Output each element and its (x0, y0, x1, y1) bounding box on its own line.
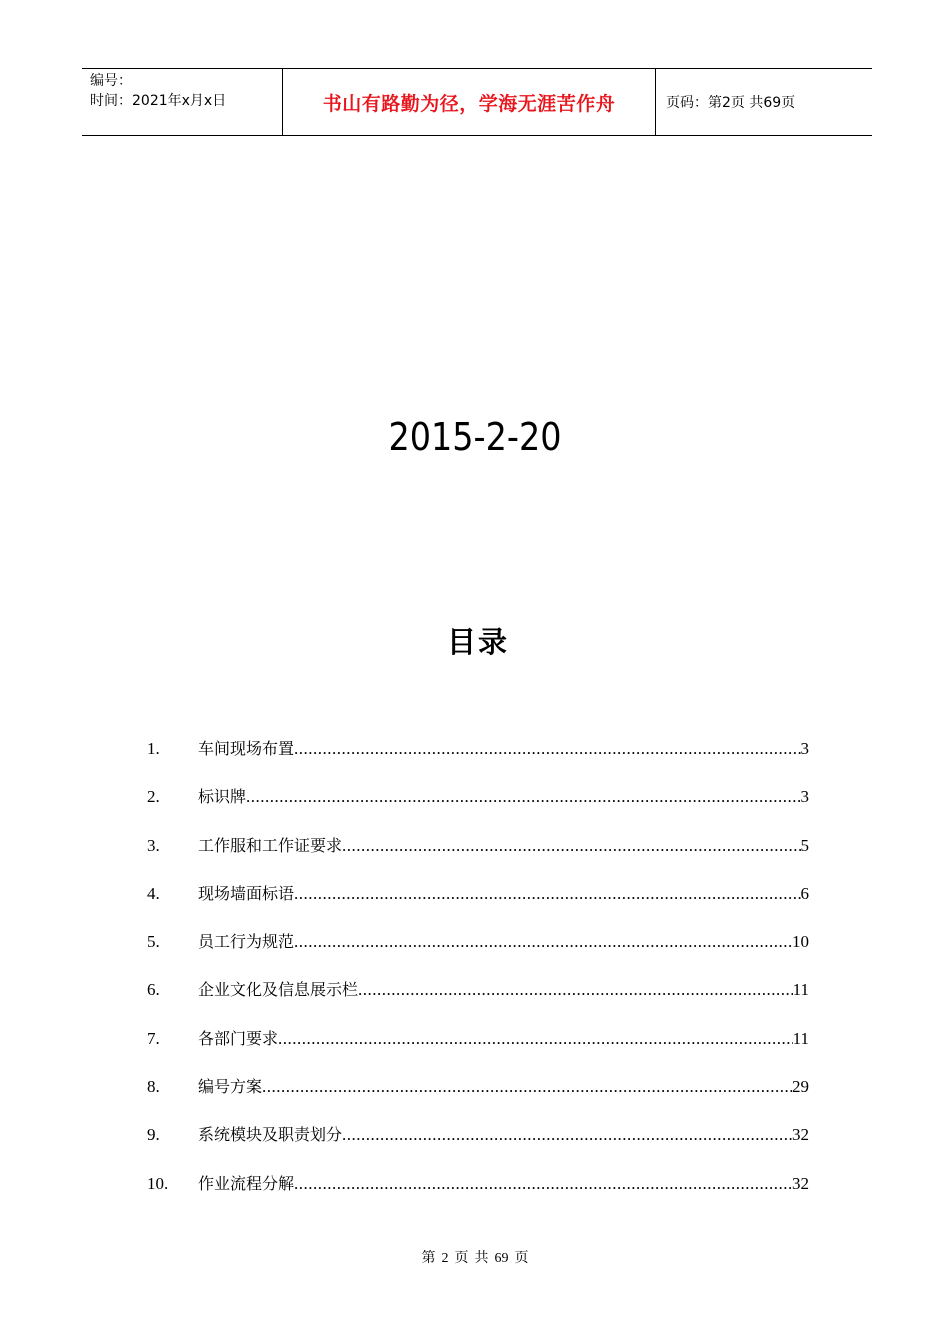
footer-gong: 共 (474, 1251, 489, 1266)
toc-entry[interactable] (147, 1073, 809, 1121)
toc-entry[interactable] (147, 1025, 809, 1073)
page-header (82, 68, 872, 136)
toc-entry-page: 3 (800, 739, 809, 758)
toc-entry-number: 1. (147, 739, 160, 758)
toc-entry-label: 系统模块及职责划分 (198, 1125, 343, 1145)
toc-entry-label: 企业文化及信息展示栏 (198, 980, 359, 1000)
page-footer (0, 1247, 950, 1267)
toc-entry[interactable] (147, 928, 809, 976)
header-page-info: 页码：第2页 共69页 (666, 95, 796, 111)
toc-dot-leader (294, 735, 800, 763)
toc-dot-leader (342, 832, 800, 860)
toc-entry-number: 8. (147, 1077, 160, 1097)
toc-entry[interactable] (147, 1121, 809, 1169)
toc-dot-leader (246, 783, 800, 811)
toc-entry-page: 11 (792, 980, 809, 1000)
toc-entry-number: 10. (147, 1173, 169, 1193)
toc-entry[interactable] (147, 783, 809, 831)
footer-total-pages: 69 (494, 1251, 509, 1266)
toc-entry-number: 5. (147, 932, 160, 952)
header-motto: 书山有路勤为径，学海无涯苦作舟 (322, 92, 616, 115)
document-number-label: 编号： (90, 73, 132, 89)
toc-entry[interactable] (147, 976, 809, 1024)
toc-entry-number: 9. (147, 1125, 160, 1145)
toc-dot-leader (278, 1025, 793, 1053)
date-heading: 2015-2-20 (388, 415, 562, 459)
footer-page-number: 2 (441, 1251, 449, 1266)
toc-entry[interactable] (147, 880, 809, 928)
footer-di: 第 (421, 1251, 436, 1266)
toc-entry[interactable] (147, 735, 809, 783)
toc-entry-number: 4. (147, 883, 160, 903)
footer-ye: 页 (454, 1251, 469, 1266)
toc-entry-label: 标识牌 (198, 787, 247, 807)
toc-entry-page: 5 (800, 835, 809, 855)
toc-title: 目录 (446, 625, 509, 659)
toc-dot-leader (262, 1073, 792, 1101)
toc-entry-page: 29 (792, 1077, 809, 1097)
toc-entry-page: 6 (800, 883, 809, 903)
toc-entry[interactable] (147, 1170, 809, 1218)
toc-entry-label: 员工行为规范 (198, 932, 295, 952)
toc-entry[interactable] (147, 832, 809, 880)
toc-dot-leader (294, 928, 792, 956)
toc-entry-page: 32 (792, 1125, 809, 1145)
toc-dot-leader (342, 1121, 792, 1149)
toc-entry-label: 各部门要求 (198, 1028, 279, 1048)
toc-entry-number: 7. (147, 1028, 160, 1048)
toc-entry-page: 32 (792, 1173, 809, 1193)
header-meta (82, 69, 283, 135)
header-page-info-cell (656, 69, 872, 135)
header-motto-cell (283, 69, 656, 135)
toc-entry-label: 工作服和工作证要求 (198, 835, 343, 855)
table-of-contents (147, 735, 809, 1218)
toc-entry-number: 3. (147, 835, 160, 855)
toc-dot-leader (294, 880, 800, 908)
toc-entry-number: 6. (147, 980, 160, 1000)
toc-entry-label: 车间现场布置 (198, 739, 295, 758)
footer-ye-2: 页 (514, 1251, 529, 1266)
toc-entry-number: 2. (147, 787, 160, 807)
toc-entry-page: 11 (792, 1028, 809, 1048)
toc-entry-page: 3 (800, 787, 809, 807)
toc-entry-page: 10 (792, 932, 809, 952)
toc-entry-label: 编号方案 (198, 1077, 263, 1097)
document-time-label: 时间：2021年x月x日 (90, 93, 227, 109)
toc-dot-leader (294, 1170, 792, 1198)
toc-entry-label: 现场墙面标语 (198, 883, 295, 903)
toc-entry-label: 作业流程分解 (198, 1173, 295, 1193)
toc-dot-leader (358, 976, 793, 1004)
